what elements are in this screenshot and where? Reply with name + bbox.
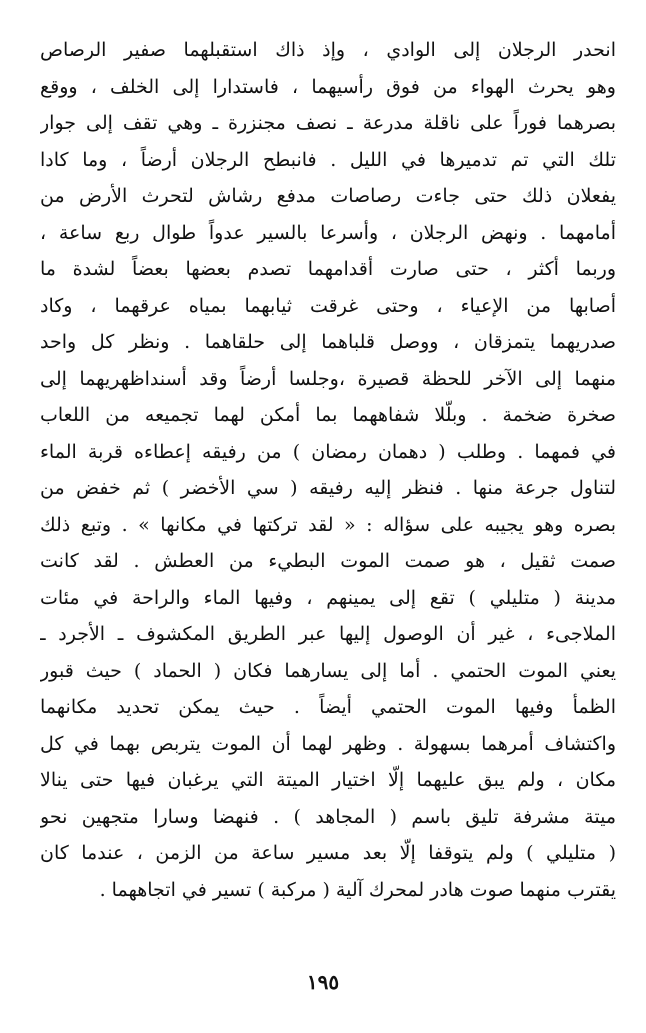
text-line: تلك التي تم تدميرها في الليل . فانبطح الرجلان أرضاً ، وما كادا	[40, 148, 616, 171]
text-line: ميتة مشرفة تليق باسم ( المجاهد ) . فنهضا وسارا متجهين نحو	[40, 805, 616, 828]
text-line: ( متليلي ) ولم يتوقفا إلّا بعد مسير ساعة من الزمن ، عندما كان	[40, 842, 616, 864]
text-line: يعني الموت الحتمي . أما إلى يسارهما فكان ( الحماد ) حيث قبور	[40, 659, 616, 682]
text-line: صخرة ضخمة . وبلّلا شفاههما بما أمكن لهما تجميعه من اللعاب	[40, 404, 616, 426]
text-line: صدريهما يتمزقان ، ووصل قلباهما إلى حلقاهما . ونظر كل واحد	[40, 331, 616, 353]
text-line: لتناول جرعة منها . فنظر إليه رفيقه ( سي الأخضر ) ثم خفض من	[40, 477, 616, 499]
text-line: أصابها من الإعياء ، وحتى غرقت ثيابهما بمياه عرقهما ، وكاد	[40, 294, 616, 317]
text-line: مكان ، ولم يبق عليهما إلّا اختيار الميتة التي يرغبان فيها حتى ينالا	[40, 769, 616, 791]
text-line: منهما إلى الآخر للحظة قصيرة ،وجلسا أرضاً وقد أسنداظهريهما إلى	[40, 367, 616, 390]
text-line: الملاجىء ، غير أن الوصول إليها عبر الطريق المكشوف ـ الأجرد ـ	[40, 623, 616, 645]
text-line: صمت ثقيل ، هو صمت الموت البطيء من العطش . لقد كانت	[40, 550, 616, 572]
text-line: الظمأ وفيها الموت الحتمي أيضاً . حيث يمكن تحديد مكانهما	[40, 696, 616, 718]
text-line: مدينة ( متليلي ) تقع إلى يمينهم ، وفيها الماء والراحة في مئات	[40, 586, 616, 609]
text-line: في فمهما . وطلب ( دهمان رمضان ) من رفيقه إعطاءه قربة الماء	[40, 440, 616, 463]
text-line: وربما أكثر ، حتى صارت أقدامهما تصدم بعضها بعضاً لشدة ما	[40, 258, 616, 280]
page-number: ١٩٥	[306, 970, 340, 994]
text-line: واكتشاف أمرهما بسهولة . وظهر لهما أن الموت يتربص بهما في كل	[40, 732, 616, 755]
body-text	[40, 32, 616, 908]
text-line: انحدر الرجلان إلى الوادي ، وإذ ذاك استقبلهما صفير الرصاص	[40, 39, 616, 61]
text-line: بصره وهو يجيبه على سؤاله : « لقد تركتها في مكانها » . وتبع ذلك	[40, 513, 616, 536]
text-line: بصرهما فوراً على ناقلة مدرعة ـ نصف مجنزرة ـ وهي تقف إلى جوار	[40, 112, 616, 134]
text-line: وهو يحرث الهواء من فوق رأسيهما ، فاستدارا إلى الخلف ، ووقع	[40, 75, 616, 98]
text-line: أمامهما . ونهض الرجلان ، وأسرعا بالسير عدواً طوال ربع ساعة ،	[40, 221, 616, 244]
text-line: يقترب منهما صوت هادر لمحرك آلية ( مركبة ) تسير في اتجاههما .	[99, 878, 616, 901]
text-line: يفعلان ذلك حتى جاءت رصاصات مدفع رشاش لتحرث الأرض من	[40, 185, 616, 207]
